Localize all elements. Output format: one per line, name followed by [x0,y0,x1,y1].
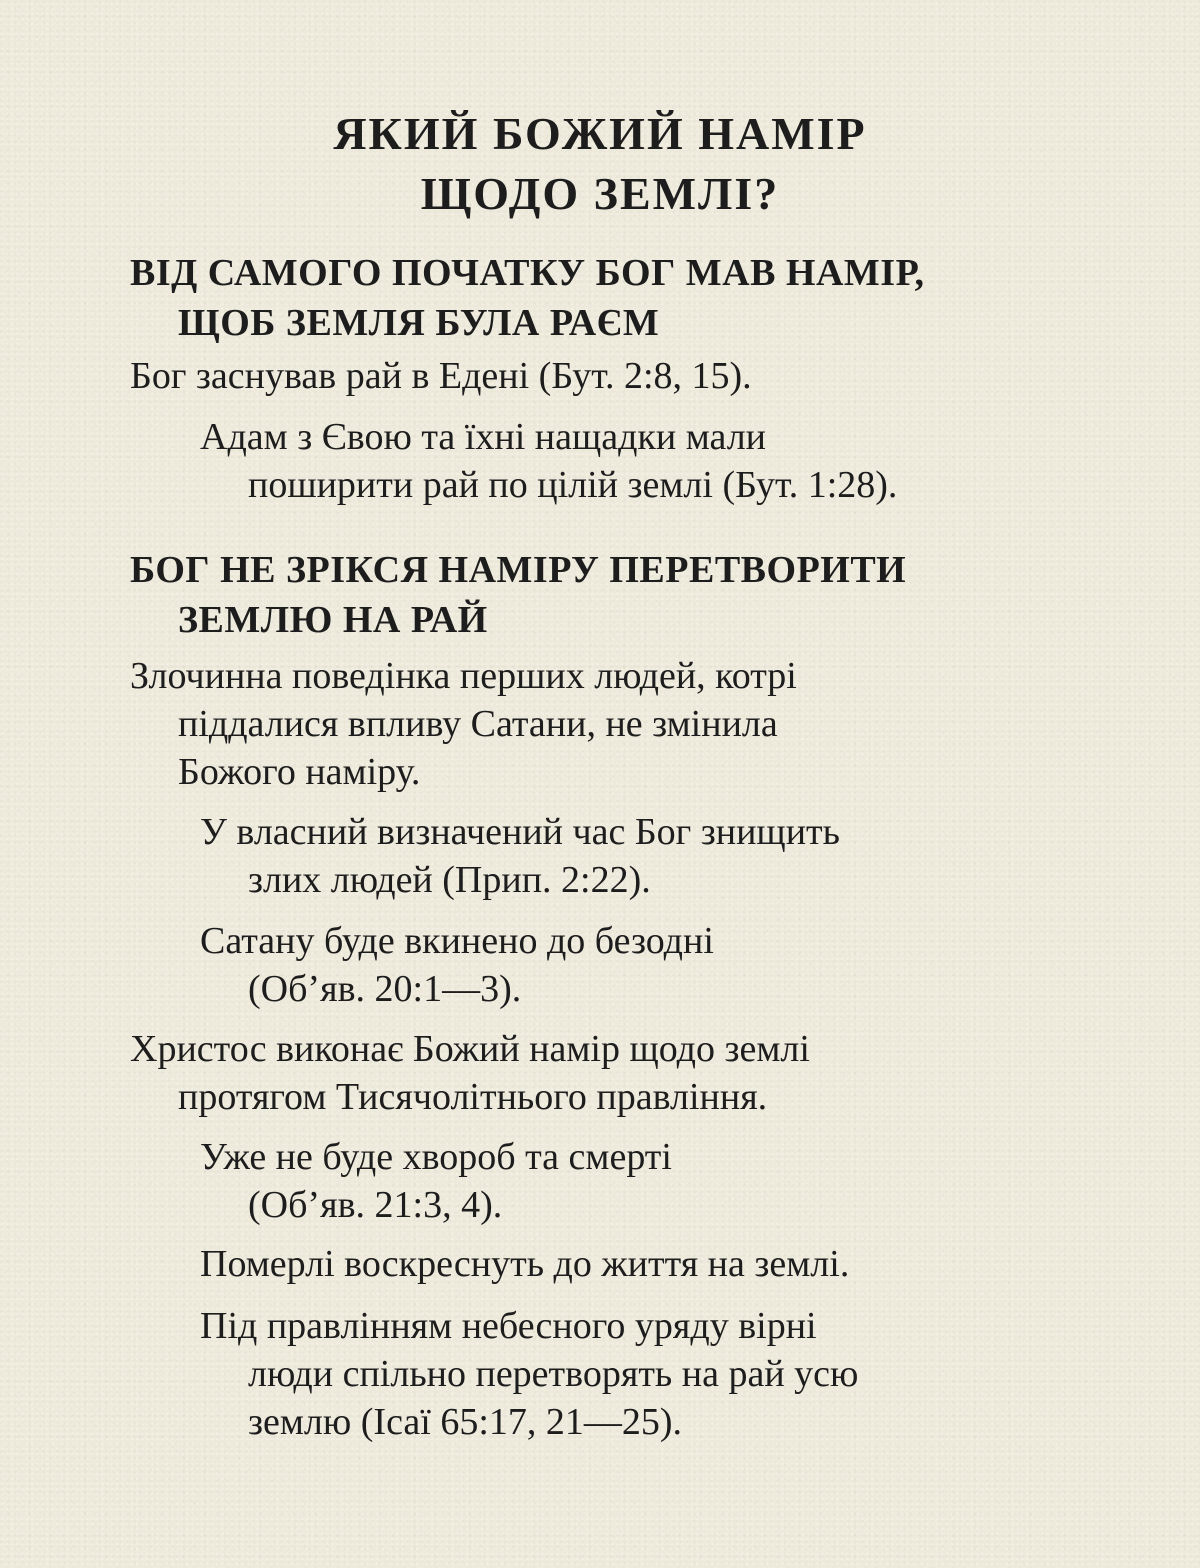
section-1-heading-line-2: ЩОБ ЗЕМЛЯ БУЛА РАЄМ [178,302,660,344]
section-2-subpoint-3-line-1: Уже не буде хвороб та смерті [200,1136,672,1178]
section-2-heading-line-1: БОГ НЕ ЗРІКСЯ НАМІРУ ПЕРЕТВОРИТИ [130,549,907,591]
page-title-line-1: ЯКИЙ БОЖИЙ НАМІР [333,108,867,159]
section-2-subpoint-3 [200,1133,672,1229]
section-2-subpoint-5-line-2: люди спільно перетворять на рай усю [248,1353,859,1395]
section-2-subpoint-5 [200,1302,858,1446]
section-2-heading-line-2: ЗЕМЛЮ НА РАЙ [178,599,488,641]
section-1-subpoint-1-line-1: Адам з Євою та їхні нащадки мали [200,416,766,458]
section-2-subpoint-2-line-1: Сатану буде вкинено до безодні [200,920,714,962]
section-2-subpoint-4-text: Померлі воскреснуть до життя на землі. [200,1243,850,1285]
section-2-subpoint-5-line-1: Під правлінням небесного уряду вірні [200,1305,817,1347]
section-1-point-1 [130,352,752,400]
section-2-point-1-line-3: Божого наміру. [178,751,421,793]
section-2-point-2-line-1: Христос виконає Божий намір щодо землі [130,1028,810,1070]
section-1-heading [130,248,925,348]
section-1-heading-line-1: ВІД САМОГО ПОЧАТКУ БОГ МАВ НАМІР, [130,252,925,294]
section-2-subpoint-2-line-2: (Об’яв. 20:1—3). [248,968,522,1010]
page-title [0,104,1200,224]
section-2-point-1 [130,652,797,796]
section-2-subpoint-2 [200,917,714,1013]
section-2-subpoint-1 [200,808,840,904]
section-1-subpoint-1-line-2: поширити рай по цілій землі (Бут. 1:28). [248,464,898,506]
section-2-subpoint-1-line-1: У власний визначений час Бог знищить [200,811,840,853]
page-title-line-2: ЩОДО ЗЕМЛІ? [420,168,780,219]
section-2-subpoint-1-line-2: злих людей (Прип. 2:22). [248,859,651,901]
section-2-subpoint-4 [200,1240,849,1288]
section-2-point-1-line-2: піддалися впливу Сатани, не змінила [178,703,778,745]
section-2-point-1-line-1: Злочинна поведінка перших людей, котрі [130,655,797,697]
section-2-subpoint-5-line-3: землю (Ісаї 65:17, 21—25). [248,1401,683,1443]
section-2-subpoint-3-line-2: (Об’яв. 21:3, 4). [248,1184,503,1226]
section-2-heading [130,545,906,645]
section-2-point-2-line-2: протягом Тисячолітнього правління. [178,1076,768,1118]
section-1-subpoint-1 [200,413,897,509]
section-2-point-2 [130,1025,810,1121]
section-1-point-1-text: Бог заснував рай в Едені (Бут. 2:8, 15). [130,355,752,397]
